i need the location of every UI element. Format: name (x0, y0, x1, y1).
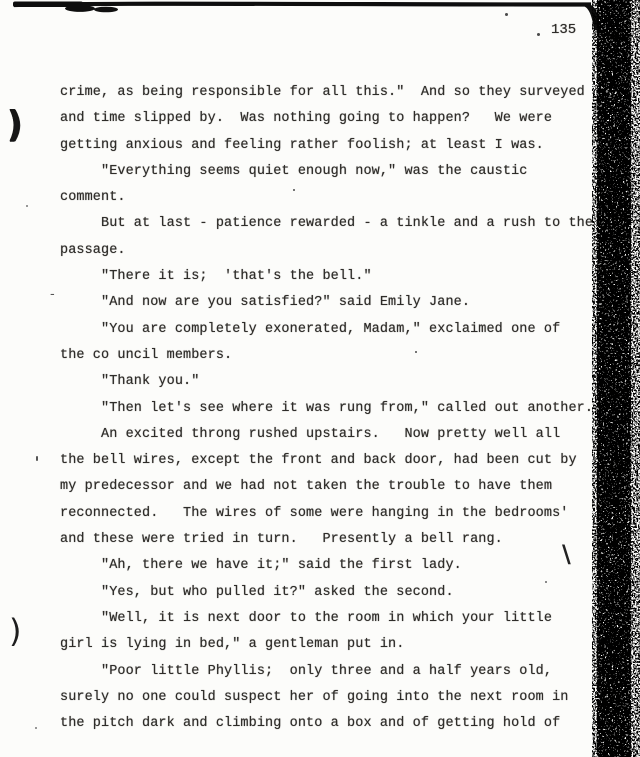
margin-crescent-mark: ) (6, 104, 22, 145)
page-number: 135 (551, 22, 577, 38)
text-line: girl is lying in bed," a gentleman put in. (60, 637, 405, 653)
stray-slash-mark: \ (562, 540, 571, 568)
text-line: "Well, it is next door to the room in which your little (60, 610, 553, 626)
text-line: An excited throng rushed upstairs. Now pretty well all (60, 426, 561, 442)
scan-top-edge (0, 0, 640, 36)
scan-speck (415, 351, 417, 353)
text-line: passage. (60, 242, 126, 258)
scan-speck (545, 581, 547, 583)
text-line: But at last - patience rewarded - a tinkle and a rush to the (60, 216, 594, 232)
scan-speck (36, 456, 38, 461)
text-line: "Thank you." (60, 374, 200, 390)
text-line: surely no one could suspect her of going into the next room in (60, 689, 569, 705)
scan-speck (293, 189, 295, 191)
margin-paren-mark: ) (9, 612, 22, 650)
text-line: "Everything seems quiet enough now," was the caustic (60, 163, 528, 179)
text-line: crime, as being responsible for all this." And so they surveyed (60, 85, 585, 100)
text-line: "Yes, but who pulled it?" asked the second. (60, 584, 454, 600)
text-line: the bell wires, except the front and back door, had been cut by (60, 453, 577, 469)
text-line: and time slipped by. Was nothing going to happen? We were (60, 111, 553, 127)
text-line: "You are completely exonerated, Madam," exclaimed one of (60, 321, 561, 337)
text-line: "And now are you satisfied?" said Emily Jane. (60, 295, 471, 311)
text-line: getting anxious and feeling rather foolish; at least I was. (60, 137, 544, 153)
scan-speck (537, 33, 540, 36)
text-line: "There it is; 'that's the bell." (60, 269, 372, 285)
text-line: comment. (60, 190, 126, 206)
text-line: "Poor little Phyllis; only three and a half years old, (60, 663, 553, 679)
text-line: "Ah, there we have it;" said the first lady. (60, 558, 462, 574)
text-line: reconnected. The wires of some were hanging in the bedrooms' (60, 505, 569, 521)
text-line: and these were tried in turn. Presently a bell rang. (60, 532, 503, 548)
text-line: my predecessor and we had not taken the trouble to have them (60, 479, 553, 495)
text-line: "Then let's see where it was rung from," called out another. (60, 400, 594, 416)
scan-speck (26, 205, 28, 207)
stray-dash-mark: - (50, 287, 55, 302)
scan-speck (505, 13, 508, 16)
scan-speck (35, 727, 37, 729)
text-line: the co uncil members. (60, 347, 233, 363)
text-line: the pitch dark and climbing onto a box and of getting hold of (60, 716, 561, 732)
typewritten-text (60, 80, 620, 737)
